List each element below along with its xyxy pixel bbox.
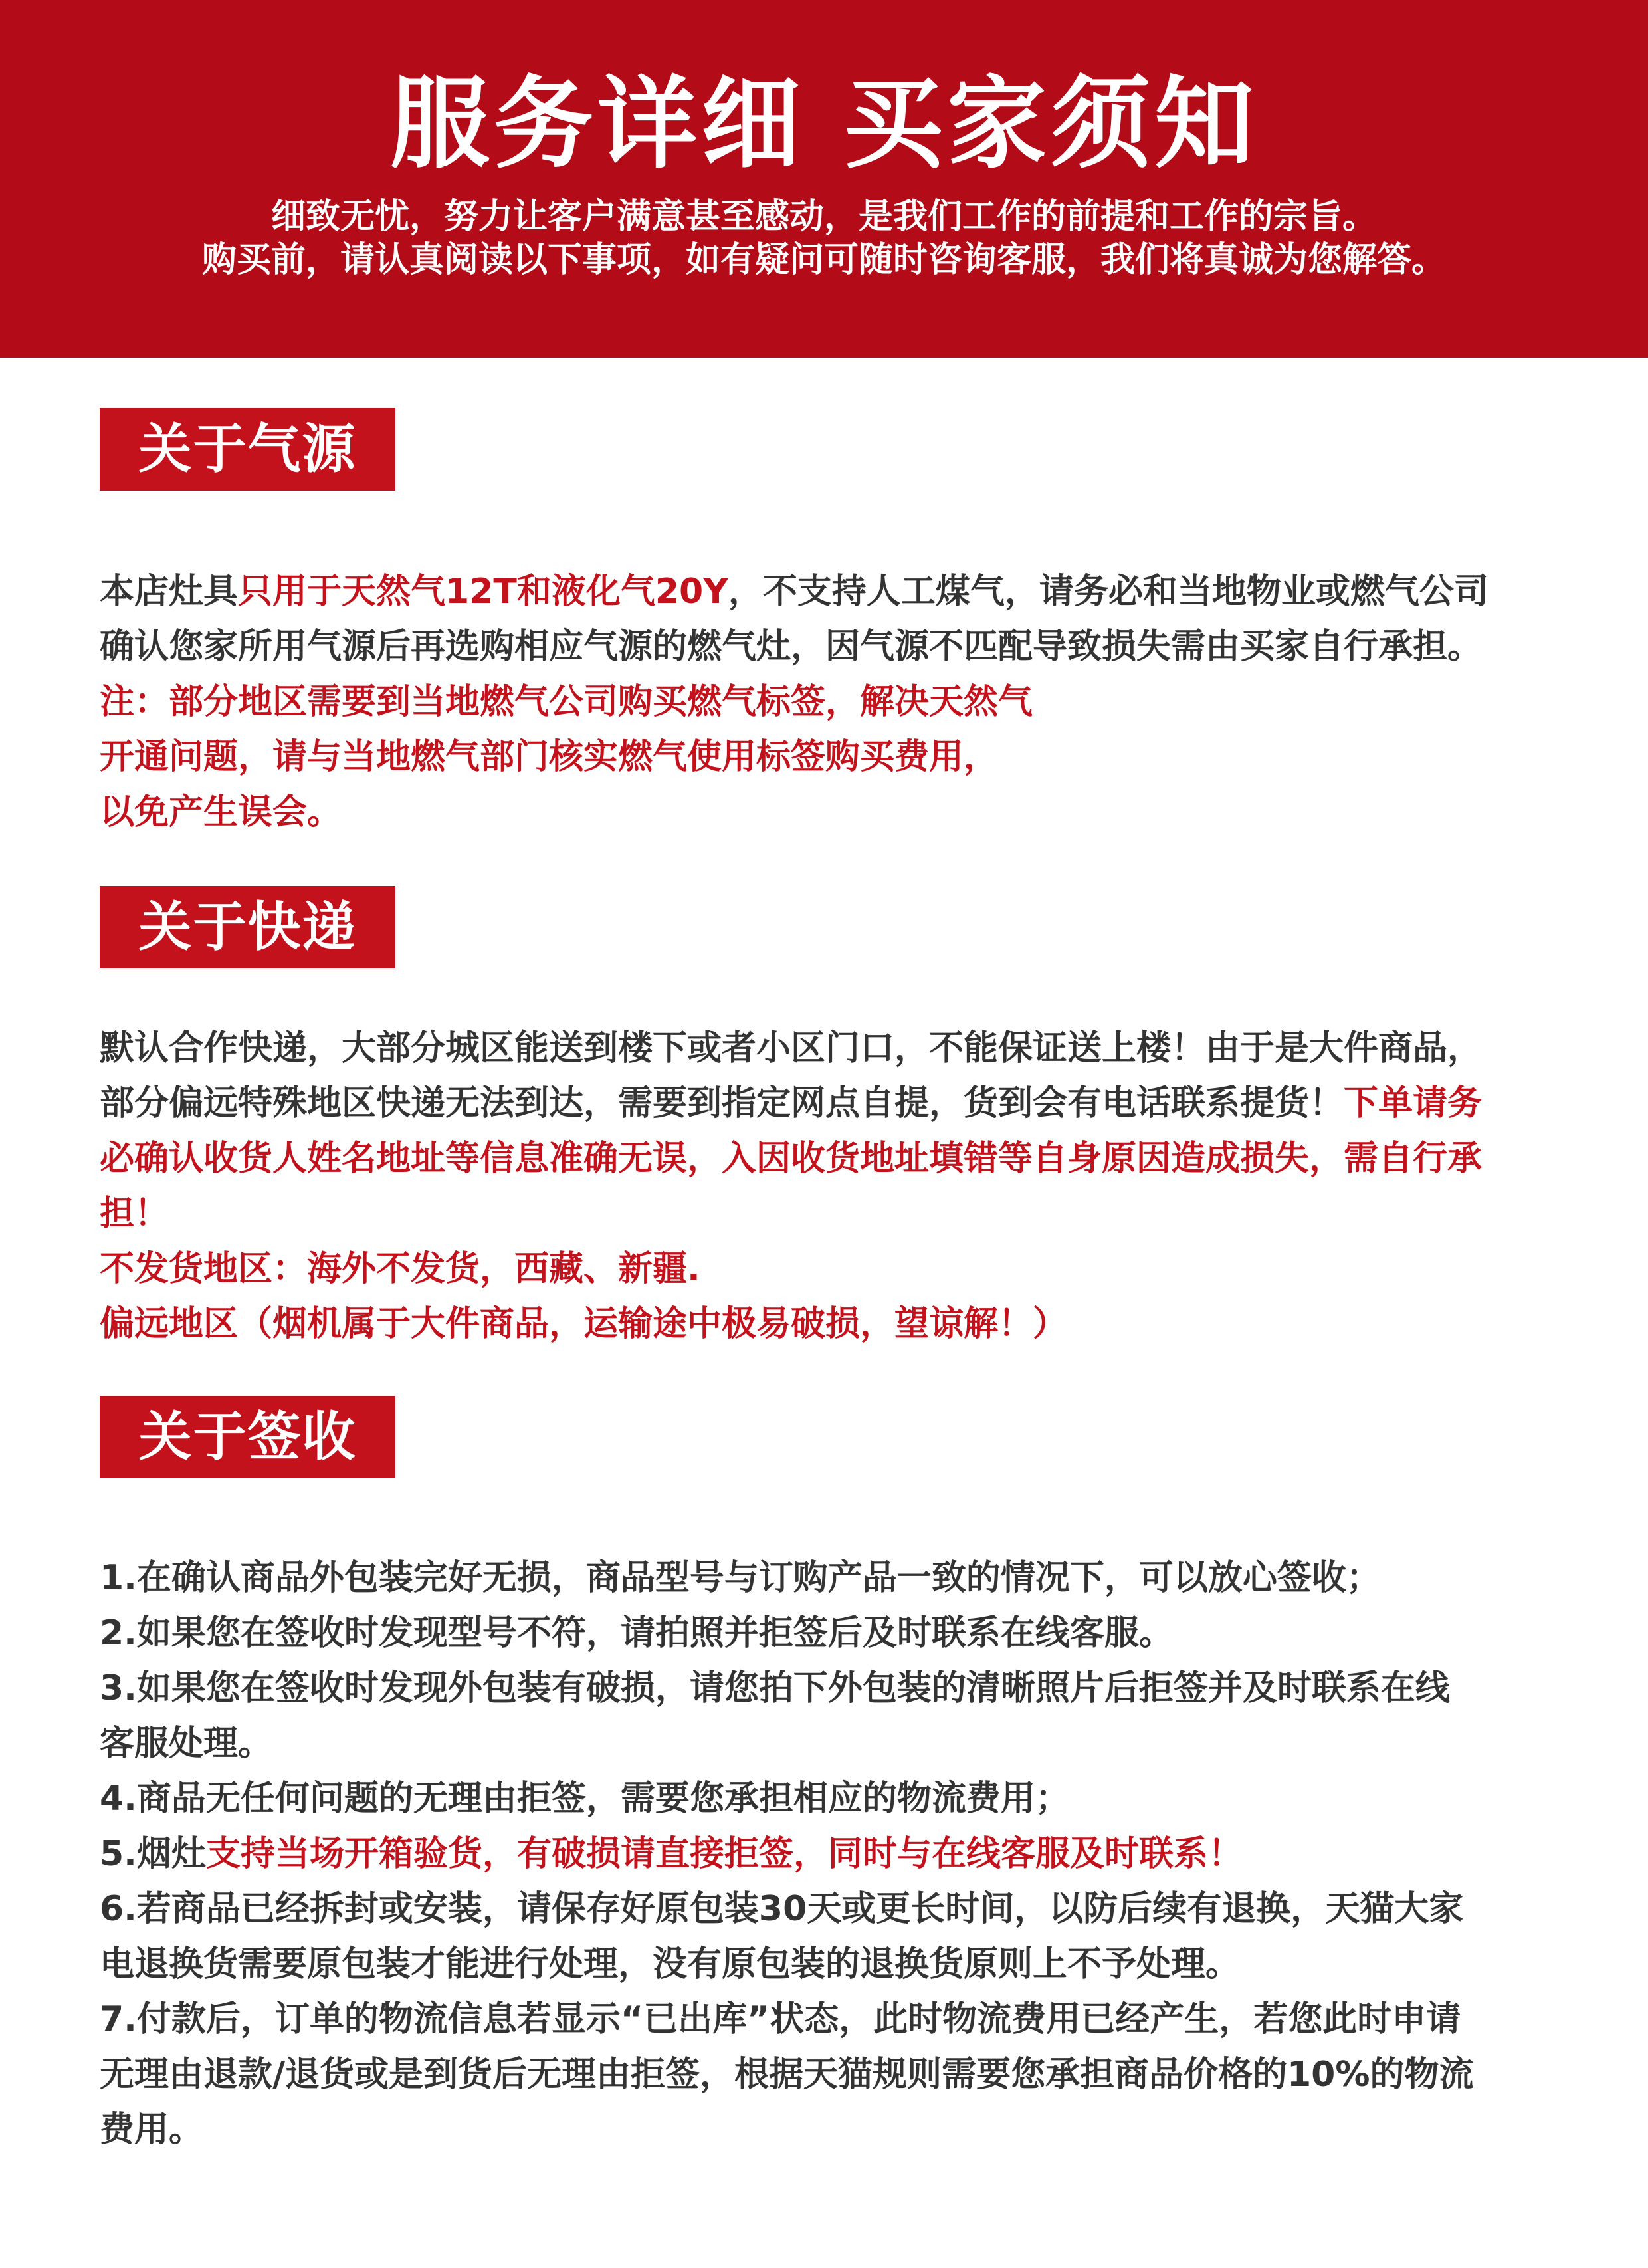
receipt-item-2: 2.如果您在签收时发现型号不符，请拍照并拒签后及时联系在线客服。 [100, 1613, 1174, 1653]
receipt-text [100, 1551, 1648, 2158]
gas-source-note-line-2: 开通问题，请与当地燃气部门核实燃气使用标签购买费用， [100, 737, 999, 777]
receipt-item-6-line-2: 电退换货需要原包装才能进行处理，没有原包装的退换货原则上不予处理。 [100, 1944, 1241, 1984]
section-label-gas-source: 关于气源 [100, 408, 395, 491]
gas-source-text [100, 564, 1648, 840]
gas-source-line-2: 确认您家所用气源后再选购相应气源的燃气灶，因气源不匹配导致损失需由买家自行承担。 [100, 627, 1483, 667]
receipt-item-7-line-2: 无理由退款/退货或是到货后无理由拒签，根据天猫规则需要您承担商品价格的10%的物流 [100, 2055, 1474, 2095]
delivery-text [100, 1021, 1648, 1352]
receipt-item-3-line-1: 3.如果您在签收时发现外包装有破损，请您拍下外包装的清晰照片后拒签并及时联系在线 [100, 1668, 1450, 1708]
receipt-item-7-line-1: 7.付款后，订单的物流信息若显示“已出库”状态，此时物流费用已经产生，若您此时申请 [100, 1999, 1461, 2039]
receipt-item-5: 5.烟灶支持当场开箱验货，有破损请直接拒签，同时与在线客服及时联系！ [100, 1834, 1243, 1874]
header-banner [0, 0, 1648, 358]
delivery-line-1: 默认合作快递，大部分城区能送到楼下或者小区门口，不能保证送上楼！由于是大件商品， [100, 1028, 1483, 1068]
banner-subtitle-line-2: 购买前，请认真阅读以下事项，如有疑问可随时咨询客服，我们将真诚为您解答。 [201, 240, 1446, 280]
delivery-line-2: 部分偏远特殊地区快递无法到达，需要到指定网点自提，货到会有电话联系提货！下单请务 [100, 1083, 1483, 1123]
delivery-line-3: 必确认收货人姓名地址等信息准确无误，入因收货地址填错等自身原因造成损失，需自行承 [100, 1139, 1483, 1179]
receipt-item-4: 4.商品无任何问题的无理由拒签，需要您承担相应的物流费用； [100, 1779, 1070, 1819]
section-label-receipt: 关于签收 [100, 1396, 395, 1478]
delivery-line-4: 担！ [100, 1194, 169, 1234]
page-title: 服务详细 买家须知 [389, 66, 1259, 182]
receipt-item-3-line-2: 客服处理。 [100, 1724, 273, 1763]
no-delivery-regions: 不发货地区：海外不发货，西藏、新疆. [100, 1249, 700, 1289]
section-label-delivery: 关于快递 [100, 886, 395, 968]
receipt-item-7-line-3: 费用。 [100, 2110, 204, 2150]
banner-subtitle-line-1: 细致无忧，努力让客户满意甚至感动，是我们工作的前提和工作的宗旨。 [270, 197, 1377, 237]
gas-source-note-line-3: 以免产生误会。 [100, 792, 342, 832]
gas-source-note-line-1: 注：部分地区需要到当地燃气公司购买燃气标签，解决天然气 [100, 682, 1033, 722]
receipt-item-6-line-1: 6.若商品已经拆封或安装，请保存好原包装30天或更长时间，以防后续有退换，天猫大家 [100, 1889, 1464, 1929]
gas-source-line-1: 本店灶具只用于天然气12T和液化气20Y，不支持人工煤气，请务必和当地物业或燃气公司 [100, 572, 1489, 612]
remote-regions-note: 偏远地区（烟机属于大件商品，运输途中极易破损，望谅解！） [100, 1304, 1068, 1344]
receipt-item-1: 1.在确认商品外包装完好无损，商品型号与订购产品一致的情况下，可以放心签收； [100, 1558, 1381, 1598]
